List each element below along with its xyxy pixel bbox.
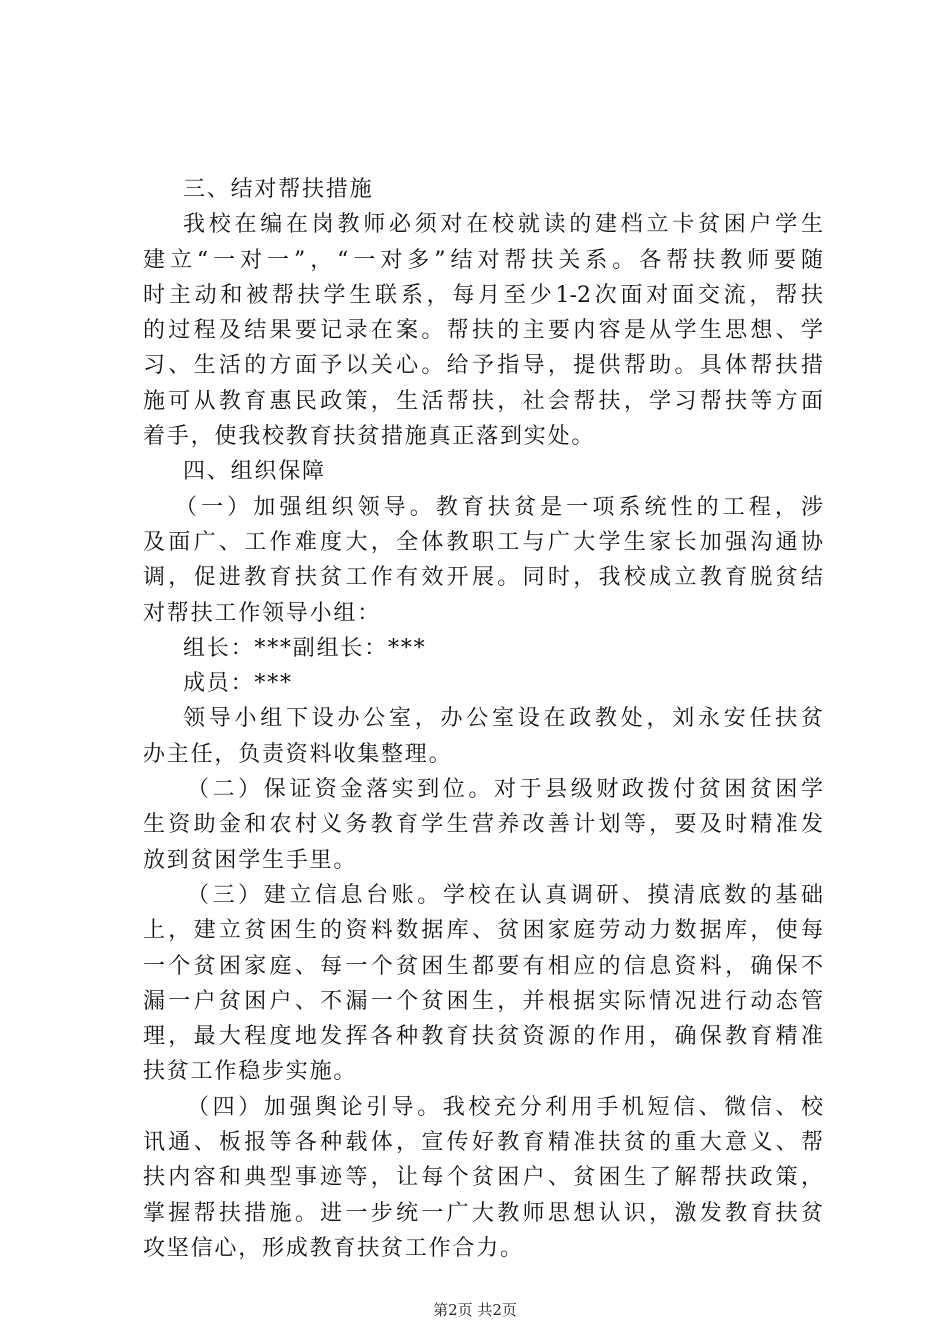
text-line: 掌握帮扶措施。进一步统一广大教师思想认识，激发教育扶贫 [143, 1200, 823, 1226]
text-line: 一个贫困家庭、每一个贫困生都要有相应的信息资料，确保不 [143, 953, 823, 979]
text-line: 习、生活的方面予以关心。给予指导，提供帮助。具体帮扶措 [143, 353, 823, 379]
text-line: 及面广、工作难度大，全体教职工与广大学生家长加强沟通协 [143, 529, 823, 555]
text-line: 讯通、板报等各种载体，宣传好教育精准扶贫的重大意义、帮 [143, 1130, 823, 1156]
paragraph-heading-4 [143, 454, 823, 489]
text-line: 生资助金和农村义务教育学生营养改善计划等，要及时精准发 [143, 812, 823, 838]
document-body [143, 172, 823, 1266]
paragraph-leaders [143, 631, 823, 666]
text-line: 三、结对帮扶措施 [183, 177, 374, 202]
text-line: 着手，使我校教育扶贫措施真正落到实处。 [143, 424, 596, 450]
text-line: （三）建立信息台账。学校在认真调研、摸清底数的基础 [187, 882, 823, 908]
text-line: 扶贫工作稳步实施。 [143, 1059, 358, 1085]
text-line: 漏一户贫困户、不漏一个贫困生，并根据实际情况进行动态管 [143, 988, 823, 1014]
text-line: 理，最大程度地发挥各种教育扶贫资源的作用，确保教育精准 [143, 1024, 823, 1050]
text-line: 对帮扶工作领导小组： [143, 600, 382, 626]
text-line: 施可从教育惠民政策，生活帮扶，社会帮扶，学习帮扶等方面 [143, 388, 823, 414]
text-line: 我校在编在岗教师必须对在校就读的建档立卡贫困户学生 [183, 212, 823, 238]
text-line: 扶内容和典型事迹等，让每个贫困户、贫困生了解帮扶政策， [143, 1165, 823, 1191]
text-line: 放到贫困学生手里。 [143, 847, 358, 873]
text-line: 建立“一对一”，“一对多”结对帮扶关系。各帮扶教师要随 [143, 247, 823, 273]
text-line: 组长：***副组长：*** [183, 635, 427, 661]
text-line: （二）保证资金落实到位。对于县级财政拨付贫困贫困学 [187, 777, 823, 803]
paragraph-para-6 [143, 1090, 823, 1266]
text-line: 成员：*** [183, 671, 293, 697]
text-line: （四）加强舆论引导。我校充分利用手机短信、微信、校 [187, 1094, 823, 1120]
paragraph-para-3 [143, 701, 823, 772]
text-line: 办主任，负责资料收集整理。 [143, 741, 453, 767]
paragraph-para-4 [143, 772, 823, 878]
paragraph-para-2 [143, 490, 823, 631]
text-line: 领导小组下设办公室，办公室设在政教处，刘永安任扶贫 [183, 706, 823, 732]
paragraph-para-1 [143, 207, 823, 454]
paragraph-para-5 [143, 878, 823, 1090]
text-line: （一）加强组织领导。教育扶贫是一项系统性的工程，涉 [175, 494, 823, 520]
text-line: 四、组织保障 [183, 459, 326, 485]
text-line: 时主动和被帮扶学生联系，每月至少1-2次面对面交流，帮扶 [143, 282, 823, 308]
paragraph-heading-3 [143, 172, 823, 207]
text-line: 调，促进教育扶贫工作有效开展。同时，我校成立教育脱贫结 [143, 565, 823, 591]
paragraph-members [143, 666, 823, 701]
text-line: 上，建立贫困生的资料数据库、贫困家庭劳动力数据库，使每 [143, 918, 823, 944]
text-line: 攻坚信心，形成教育扶贫工作合力。 [143, 1235, 524, 1261]
text-line: 的过程及结果要记录在案。帮扶的主要内容是从学生思想、学 [143, 318, 823, 344]
page-footer: 第2页 共2页 [433, 1301, 517, 1319]
